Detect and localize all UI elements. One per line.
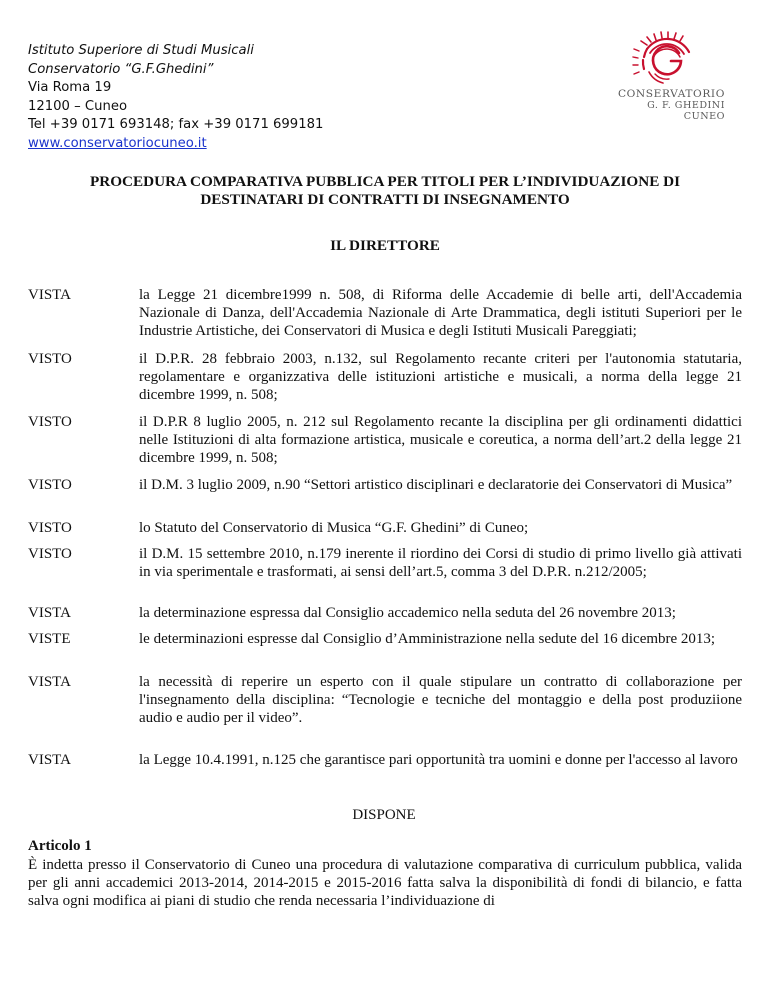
institution-name: Istituto Superiore di Studi Musicali bbox=[28, 43, 254, 58]
recital-text: le determinazioni espresse dal Consiglio d’Amministrazione nella sedute del 16 dicembre 2013; bbox=[139, 631, 716, 647]
document-title: PROCEDURA COMPARATIVA PUBBLICA PER TITOLI PER L’INDIVIDUAZIONE DI DESTINATARI DI CONTRATTI DI INSEGNAMENTO bbox=[89, 173, 680, 208]
recital-text: il D.P.R 8 luglio 2005, n. 212 sul Regolamento recante la disciplina per gli ordinamenti didattici nelle Istituzioni di alta formazione artistica, musicale e coreutica, a norma dell’art.2 della legge 21 dicembre 1999, n. 508; bbox=[139, 414, 742, 466]
recital-label: VISTO bbox=[28, 520, 72, 536]
recital-label: VISTA bbox=[28, 752, 71, 768]
logo-line-cuneo: CUNEO bbox=[683, 111, 725, 122]
recital-text: la Legge 10.4.1991, n.125 che garantisce pari opportunità tra uomini e donne per l'accesso al lavoro bbox=[139, 752, 738, 768]
article-body: È indetta presso il Conservatorio di Cuneo una procedura di valutazione comparativa di curriculum pubblica, valida per gli anni accademici 2013-2014, 2014-2015 e 2015-2016 fatta salva la disponibilità di fondi di bilancio, e fatta salva ogni modifica ai piani di studio che renda necessaria l’individuazione di bbox=[28, 857, 742, 909]
recital-label: VISTA bbox=[28, 287, 71, 303]
institution-header bbox=[28, 42, 323, 154]
recital-text: il D.P.R. 28 febbraio 2003, n.132, sul Regolamento recante criteri per l'autonomia statutaria, regolamentare e organizzativa delle istituzioni artistiche e musicali, a norma della legge 21 dicembre 1999, n. 508; bbox=[139, 351, 742, 403]
logo-line-conservatorio: CONSERVATORIO bbox=[617, 88, 725, 100]
recital-label: VISTA bbox=[28, 674, 71, 690]
website-link[interactable]: www.conservatoriocuneo.it bbox=[28, 135, 207, 151]
recital-text: il D.M. 3 luglio 2009, n.90 “Settori artistico disciplinari e declaratorie dei Conservatori di Musica” bbox=[139, 477, 733, 493]
recital-text: la determinazione espressa dal Consiglio accademico nella seduta del 26 novembre 2013; bbox=[139, 605, 676, 621]
recital-text: la necessità di reperire un esperto con il quale stipulare un contratto di collaborazione per l'insegnamento della disciplina: “Tecnologie e tecniche del montaggio e della post produziione audio e audio per il video”. bbox=[139, 674, 742, 726]
recital-label: VISTO bbox=[28, 414, 72, 430]
logo-line-ghedini: G. F. GHEDINI bbox=[647, 100, 725, 111]
recital-label: VISTA bbox=[28, 605, 71, 621]
conservatory-name: Conservatorio “G.F.Ghedini” bbox=[28, 61, 214, 77]
logo-wordmark bbox=[585, 88, 725, 122]
recital-label: VISTE bbox=[28, 631, 71, 647]
recital-label: VISTO bbox=[28, 546, 72, 562]
address-city: 12100 – Cuneo bbox=[28, 98, 128, 114]
address-street: Via Roma 19 bbox=[28, 80, 112, 96]
contact-phone-fax: Tel +39 0171 693148; fax +39 0171 699181 bbox=[28, 117, 324, 133]
recital-text: il D.M. 15 settembre 2010, n.179 inerente il riordino dei Corsi di studio di primo livello già attivati in via sperimentale e trasformati, ai sensi dell’art.5, comma 3 del D.P.R. n.212/2005; bbox=[139, 546, 742, 580]
recital-text: la Legge 21 dicembre1999 n. 508, di Riforma delle Accademie di belle arti, dell'Accademia Nazionale di Danza, dell'Accademia Nazionale di Arte Drammatica, degli istituti Superiori per le Industrie Artistiche, dei Conservatori di Musica e degli Istituti Musicali Pareggiati; bbox=[139, 287, 742, 339]
dispone-heading: DISPONE bbox=[352, 807, 416, 823]
director-heading: IL DIRETTORE bbox=[330, 237, 440, 254]
recital-label: VISTO bbox=[28, 477, 72, 493]
recital-text: lo Statuto del Conservatorio di Musica “G.F. Ghedini” di Cuneo; bbox=[139, 520, 529, 536]
recital-label: VISTO bbox=[28, 351, 72, 367]
article-title: Articolo 1 bbox=[28, 838, 92, 854]
